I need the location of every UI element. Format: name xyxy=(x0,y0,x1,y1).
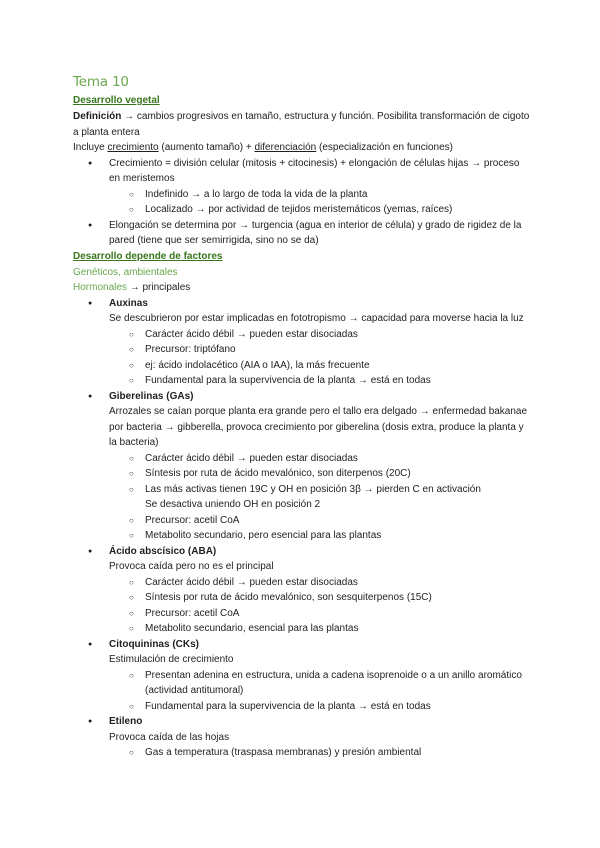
list-item: ○ Fundamental para la supervivencia de la planta → está en todas xyxy=(73,699,533,715)
hormone-giberelinas xyxy=(73,389,533,544)
hormone-name: Auxinas xyxy=(109,297,148,309)
hormone-desc: Provoca caída de las hojas xyxy=(109,731,230,743)
hormone-sublist xyxy=(109,575,533,637)
list-item: ○ Carácter ácido débil → pueden estar disociadas xyxy=(73,327,533,343)
subheading-hormonales: Hormonales xyxy=(73,282,127,293)
hormone-sublist xyxy=(109,451,533,544)
growth-list xyxy=(73,156,533,249)
definition-paragraph xyxy=(73,109,533,140)
hormone-name: Citoquininas (CKs) xyxy=(109,638,199,650)
includes-text-a: Incluye xyxy=(73,142,108,153)
hormone-etileno xyxy=(73,714,533,761)
hormone-desc: Estimulación de crecimiento xyxy=(109,654,234,665)
list-item: ○ Precursor: acetil CoA xyxy=(73,513,533,529)
list-item: ○ Metabolito secundario, pero esencial para las plantas xyxy=(73,528,533,544)
list-item: ○ Precursor: triptófano xyxy=(73,342,533,358)
list-item xyxy=(73,156,533,218)
hormone-aba xyxy=(73,544,533,637)
list-item: ○ Presentan adenina en estructura, unida a cadena isoprenoide o a un anillo aromático (actividad antitumoral) xyxy=(73,668,533,699)
includes-paragraph xyxy=(73,140,533,156)
list-item: ○ Fundamental para la supervivencia de la planta → está en todas xyxy=(73,373,533,389)
list-item: ○ Precursor: acetil CoA xyxy=(73,606,533,622)
definition-label: Definición xyxy=(73,111,122,122)
list-item: ○ Metabolito secundario, esencial para las plantas xyxy=(73,621,533,637)
hormone-desc: Se descubrieron por estar implicadas en fototropismo → capacidad para moverse hacia la luz xyxy=(109,313,524,324)
includes-text-c: (especialización en funciones) xyxy=(316,142,453,153)
hormone-name: Ácido abscísico (ABA) xyxy=(109,545,217,557)
item-text: Las más activas tienen 19C y OH en posición 3β → pierden C en activación xyxy=(145,483,481,495)
list-item: ○ Síntesis por ruta de ácido mevalónico, son diterpenos (20C) xyxy=(73,466,533,482)
hormone-sublist xyxy=(109,668,533,715)
hormones-list xyxy=(73,296,533,761)
hormone-sublist xyxy=(109,327,533,389)
list-item: ○ Gas a temperatura (traspasa membranas) y presión ambiental xyxy=(73,745,533,761)
list-item: ● Elongación se determina por → turgencia (agua en interior de célula) y grado de rigidez de la pared (tiene que ser semirrigida, sino no se da) xyxy=(73,218,533,249)
section-heading-desarrollo-vegetal: Desarrollo vegetal xyxy=(73,95,160,106)
hormonales-rest: → principales xyxy=(126,282,191,293)
hormone-desc: Arrozales se caían porque planta era grande pero el tallo era delgado → enfermedad bakanae por bacteria → gibberella, provoca crecimiento por giberelina (dosis extra, produce la planta y la bacteria) xyxy=(109,406,528,448)
term-diferenciacion: diferenciación xyxy=(254,142,317,153)
list-item: ○ Carácter ácido débil → pueden estar disociadas xyxy=(73,575,533,591)
section-heading-factores: Desarrollo depende de factores xyxy=(73,250,223,262)
list-item: ○ ej: ácido indolacético (AIA o IAA), la más frecuente xyxy=(73,358,533,374)
document-page xyxy=(73,74,533,761)
definition-text: → cambios progresivos en tamaño, estructura y función. Posibilita transformación de cigoto a planta entera xyxy=(73,111,530,138)
subheading-geneticos: Genéticos, ambientales xyxy=(73,266,178,278)
hormone-sublist xyxy=(109,745,533,761)
includes-text-b: (aumento tamaño) + xyxy=(158,142,255,153)
list-item: ○ Carácter ácido débil → pueden estar disociadas xyxy=(73,451,533,467)
hormonales-line xyxy=(73,280,533,296)
hormone-citoquininas xyxy=(73,637,533,715)
page-title: Tema 10 xyxy=(73,74,129,90)
hormone-desc: Provoca caída pero no es el principal xyxy=(109,561,274,572)
hormone-name: Etileno xyxy=(109,716,143,727)
list-item: ○ Indefinido → a lo largo de toda la vida de la planta xyxy=(73,187,533,203)
growth-sublist xyxy=(109,187,533,218)
hormone-auxinas xyxy=(73,296,533,389)
list-item: ○ Síntesis por ruta de ácido mevalónico, son sesquiterpenos (15C) xyxy=(73,590,533,606)
item-continuation: Se desactiva uniendo OH en posición 2 xyxy=(145,499,321,510)
growth-bullet-text: Crecimiento = división celular (mitosis + citocinesis) + elongación de células hijas → proceso en meristemos xyxy=(109,157,520,184)
list-item: ○ Localizado → por actividad de tejidos meristemáticos (yemas, raíces) xyxy=(73,202,533,218)
hormone-name: Giberelinas (GAs) xyxy=(109,390,194,402)
term-crecimiento: crecimiento xyxy=(107,142,159,153)
list-item xyxy=(73,482,533,513)
